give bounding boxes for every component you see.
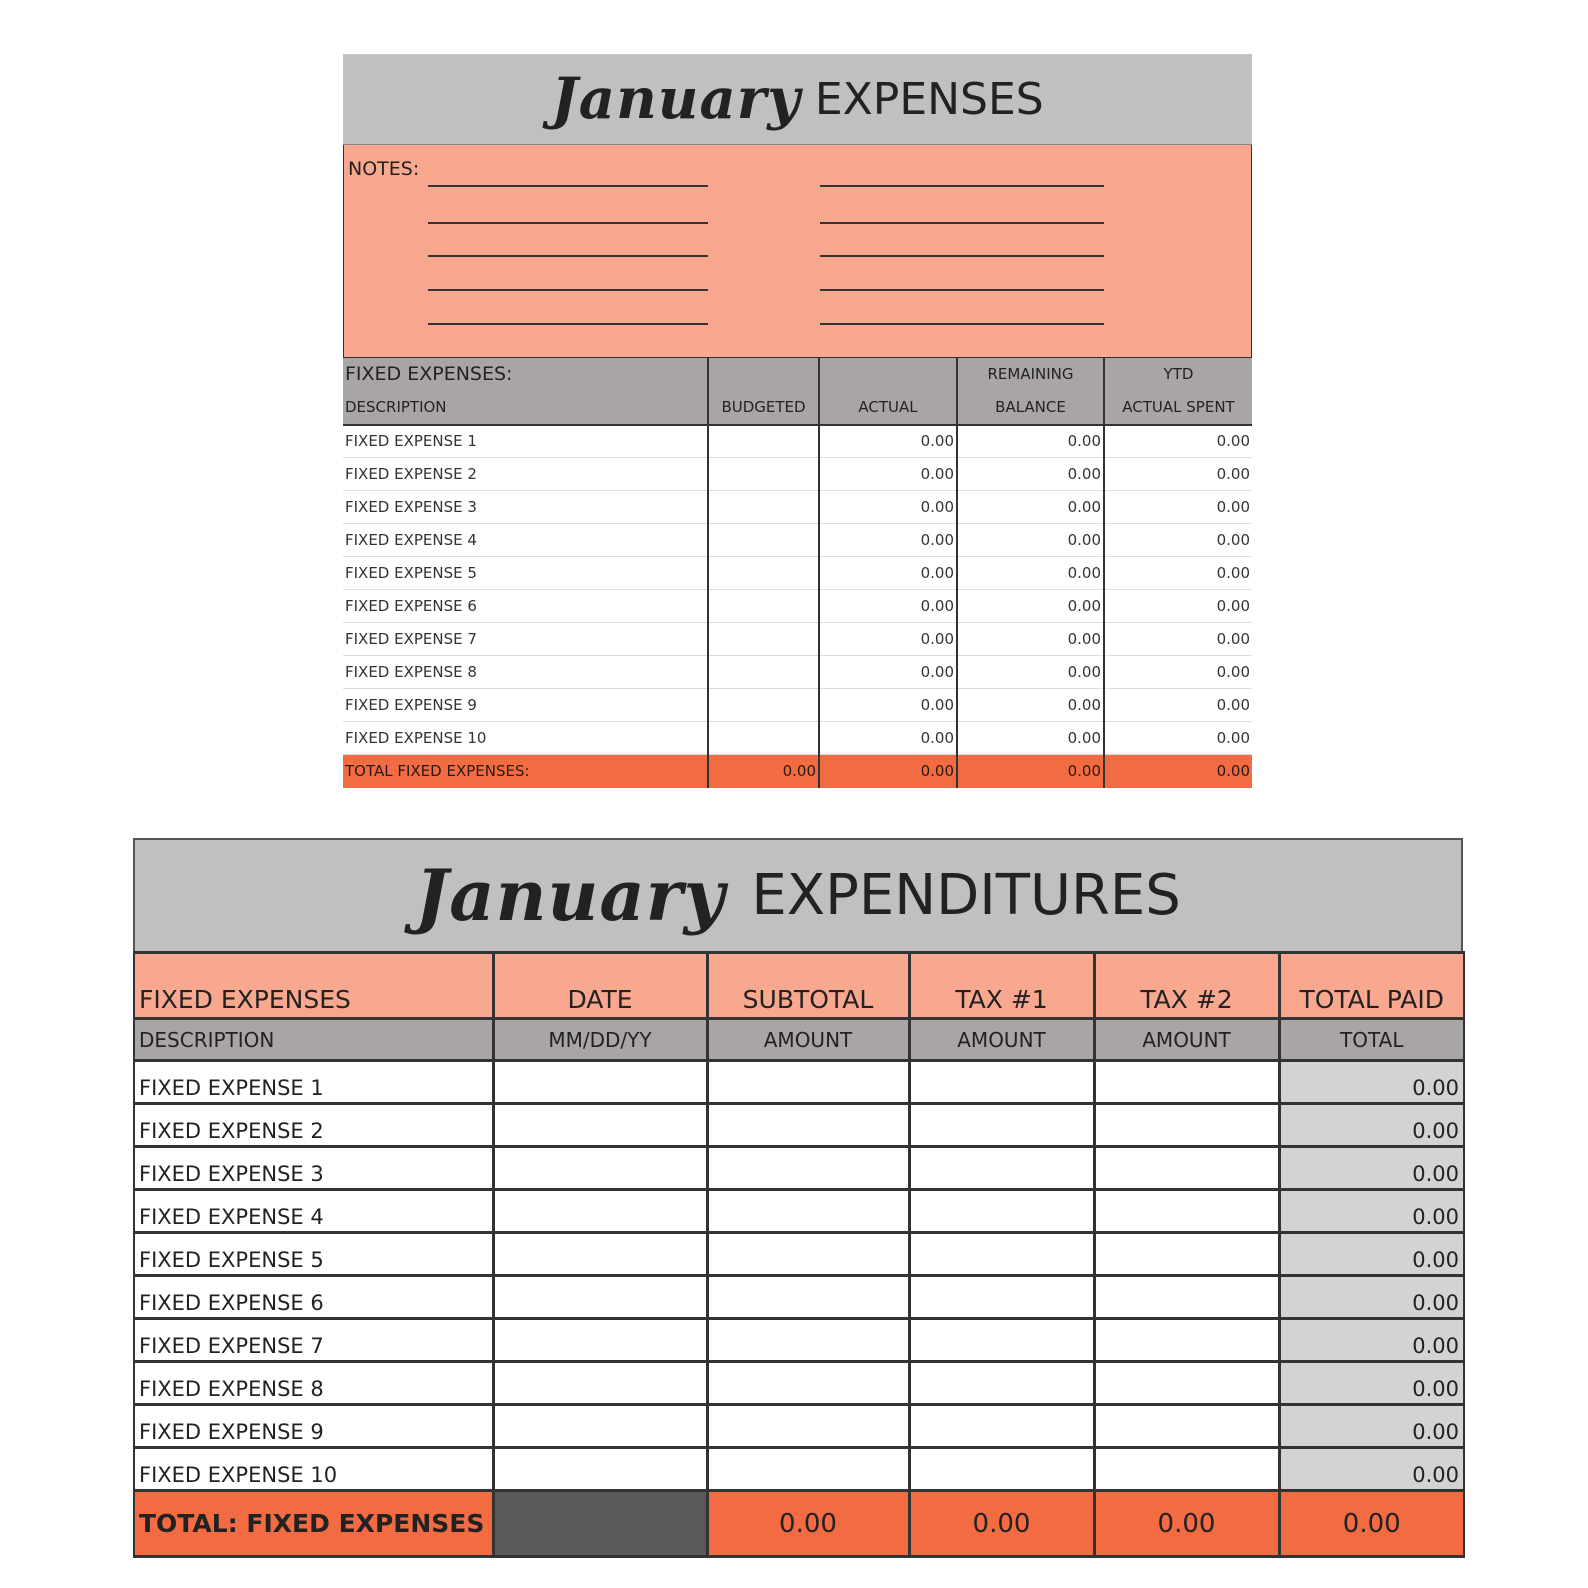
row-tax1[interactable] — [909, 1319, 1094, 1362]
row-tax1[interactable] — [909, 1362, 1094, 1405]
col-top-ytd: YTD — [1104, 358, 1252, 391]
row-date[interactable] — [493, 1233, 707, 1276]
row-description[interactable]: FIXED EXPENSE 2 — [343, 458, 708, 491]
row-description[interactable]: FIXED EXPENSE 10 — [134, 1448, 493, 1491]
notes-line — [428, 289, 708, 291]
expenses-title — [343, 54, 1252, 145]
row-date[interactable] — [493, 1405, 707, 1448]
col-top-balance: REMAINING — [957, 358, 1104, 391]
row-balance[interactable]: 0.00 — [957, 491, 1104, 524]
row-balance[interactable]: 0.00 — [957, 656, 1104, 689]
row-date[interactable] — [493, 1362, 707, 1405]
col-tax2-amount: AMOUNT — [1094, 1019, 1279, 1061]
table-row — [343, 425, 1252, 458]
row-description[interactable]: FIXED EXPENSE 5 — [134, 1233, 493, 1276]
row-subtotal[interactable] — [707, 1147, 909, 1190]
col-ytd: ACTUAL SPENT — [1104, 391, 1252, 425]
row-actual[interactable]: 0.00 — [819, 425, 957, 458]
expenditures-title — [133, 838, 1463, 951]
row-balance[interactable]: 0.00 — [957, 689, 1104, 722]
row-description[interactable]: FIXED EXPENSE 3 — [134, 1147, 493, 1190]
table-row — [343, 722, 1252, 755]
row-description[interactable]: FIXED EXPENSE 1 — [134, 1061, 493, 1104]
section-label: FIXED EXPENSES: — [343, 358, 708, 391]
row-description[interactable]: FIXED EXPENSE 9 — [343, 689, 708, 722]
total-subtotal[interactable]: 0.00 — [707, 1491, 909, 1557]
total-date-blank — [493, 1491, 707, 1557]
table-row — [343, 656, 1252, 689]
total-balance[interactable]: 0.00 — [957, 755, 1104, 788]
row-tax1[interactable] — [909, 1405, 1094, 1448]
row-tax2[interactable] — [1094, 1319, 1279, 1362]
notes-line — [820, 222, 1104, 224]
row-ytd[interactable]: 0.00 — [1104, 524, 1252, 557]
table-row — [343, 590, 1252, 623]
fixed-expenses-table — [343, 357, 1252, 788]
total-tax2[interactable]: 0.00 — [1094, 1491, 1279, 1557]
table-row — [343, 623, 1252, 656]
table-row — [134, 1190, 1464, 1233]
row-total-paid[interactable]: 0.00 — [1279, 1233, 1464, 1276]
row-tax2[interactable] — [1094, 1147, 1279, 1190]
title-text: EXPENSES — [814, 73, 1044, 125]
row-tax2[interactable] — [1094, 1233, 1279, 1276]
row-description[interactable]: FIXED EXPENSE 6 — [343, 590, 708, 623]
row-total-paid[interactable]: 0.00 — [1279, 1104, 1464, 1147]
notes-line — [428, 222, 708, 224]
row-subtotal[interactable] — [707, 1104, 909, 1147]
row-ytd[interactable]: 0.00 — [1104, 557, 1252, 590]
total-label: TOTAL: FIXED EXPENSES — [134, 1491, 493, 1557]
col-actual: ACTUAL — [819, 391, 957, 425]
row-description[interactable]: FIXED EXPENSE 4 — [343, 524, 708, 557]
row-tax1[interactable] — [909, 1448, 1094, 1491]
row-actual[interactable]: 0.00 — [819, 491, 957, 524]
total-actual[interactable]: 0.00 — [819, 755, 957, 788]
row-tax1[interactable] — [909, 1233, 1094, 1276]
row-budgeted[interactable] — [708, 425, 819, 458]
col-total: TOTAL — [1279, 1019, 1464, 1061]
row-description[interactable]: FIXED EXPENSE 5 — [343, 557, 708, 590]
table-row — [134, 1061, 1464, 1104]
row-total-paid[interactable]: 0.00 — [1279, 1147, 1464, 1190]
table-row — [134, 1405, 1464, 1448]
col-top-budgeted — [708, 358, 819, 391]
row-date[interactable] — [493, 1448, 707, 1491]
row-description[interactable]: FIXED EXPENSE 10 — [343, 722, 708, 755]
row-description[interactable]: FIXED EXPENSE 8 — [343, 656, 708, 689]
notes-label: NOTES: — [348, 158, 420, 180]
row-total-paid[interactable]: 0.00 — [1279, 1405, 1464, 1448]
row-actual[interactable]: 0.00 — [819, 557, 957, 590]
notes-area[interactable] — [343, 145, 1252, 357]
row-subtotal[interactable] — [707, 1362, 909, 1405]
notes-line — [428, 255, 708, 257]
row-description[interactable]: FIXED EXPENSE 9 — [134, 1405, 493, 1448]
row-balance[interactable]: 0.00 — [957, 557, 1104, 590]
row-total-paid[interactable]: 0.00 — [1279, 1276, 1464, 1319]
row-budgeted[interactable] — [708, 524, 819, 557]
row-subtotal[interactable] — [707, 1405, 909, 1448]
row-date[interactable] — [493, 1276, 707, 1319]
row-total-paid[interactable]: 0.00 — [1279, 1448, 1464, 1491]
row-budgeted[interactable] — [708, 590, 819, 623]
row-balance[interactable]: 0.00 — [957, 524, 1104, 557]
row-subtotal[interactable] — [707, 1276, 909, 1319]
row-date[interactable] — [493, 1190, 707, 1233]
table-row — [134, 1362, 1464, 1405]
row-ytd[interactable]: 0.00 — [1104, 689, 1252, 722]
row-budgeted[interactable] — [708, 689, 819, 722]
notes-line — [428, 323, 708, 325]
col-date: DATE — [493, 953, 707, 1019]
table-row — [134, 1276, 1464, 1319]
table-row — [343, 491, 1252, 524]
row-actual[interactable]: 0.00 — [819, 623, 957, 656]
col-description: DESCRIPTION — [134, 1019, 493, 1061]
row-ytd[interactable]: 0.00 — [1104, 458, 1252, 491]
title-text: EXPENDITURES — [751, 863, 1181, 928]
total-tax1[interactable]: 0.00 — [909, 1491, 1094, 1557]
notes-line — [820, 323, 1104, 325]
notes-line — [428, 185, 708, 187]
row-ytd[interactable]: 0.00 — [1104, 722, 1252, 755]
table-row — [343, 689, 1252, 722]
expenditures-sheet — [133, 838, 1463, 1558]
row-total-paid[interactable]: 0.00 — [1279, 1190, 1464, 1233]
row-ytd[interactable]: 0.00 — [1104, 623, 1252, 656]
row-subtotal[interactable] — [707, 1061, 909, 1104]
row-balance[interactable]: 0.00 — [957, 425, 1104, 458]
row-actual[interactable]: 0.00 — [819, 689, 957, 722]
row-tax2[interactable] — [1094, 1362, 1279, 1405]
title-month-script: January — [551, 66, 801, 132]
notes-line — [820, 289, 1104, 291]
row-subtotal[interactable] — [707, 1190, 909, 1233]
row-tax1[interactable] — [909, 1104, 1094, 1147]
total-row — [134, 1491, 1464, 1557]
row-budgeted[interactable] — [708, 623, 819, 656]
row-tax1[interactable] — [909, 1190, 1094, 1233]
title-month-script: January — [415, 854, 726, 937]
table-row — [343, 458, 1252, 491]
col-date-format: MM/DD/YY — [493, 1019, 707, 1061]
col-budgeted: BUDGETED — [708, 391, 819, 425]
row-subtotal[interactable] — [707, 1233, 909, 1276]
row-actual[interactable]: 0.00 — [819, 458, 957, 491]
table-row — [134, 1147, 1464, 1190]
row-description[interactable]: FIXED EXPENSE 4 — [134, 1190, 493, 1233]
row-budgeted[interactable] — [708, 722, 819, 755]
row-description[interactable]: FIXED EXPENSE 3 — [343, 491, 708, 524]
row-description[interactable]: FIXED EXPENSE 8 — [134, 1362, 493, 1405]
row-tax2[interactable] — [1094, 1276, 1279, 1319]
row-total-paid[interactable]: 0.00 — [1279, 1319, 1464, 1362]
row-subtotal[interactable] — [707, 1319, 909, 1362]
row-balance[interactable]: 0.00 — [957, 623, 1104, 656]
col-top-actual — [819, 358, 957, 391]
row-description[interactable]: FIXED EXPENSE 2 — [134, 1104, 493, 1147]
col-total-paid: TOTAL PAID — [1279, 953, 1464, 1019]
col-description: DESCRIPTION — [343, 391, 708, 425]
total-budgeted[interactable]: 0.00 — [708, 755, 819, 788]
row-balance[interactable]: 0.00 — [957, 458, 1104, 491]
row-total-paid[interactable]: 0.00 — [1279, 1061, 1464, 1104]
row-tax1[interactable] — [909, 1061, 1094, 1104]
row-ytd[interactable]: 0.00 — [1104, 491, 1252, 524]
table-row — [134, 1448, 1464, 1491]
col-tax1-amount: AMOUNT — [909, 1019, 1094, 1061]
row-ytd[interactable]: 0.00 — [1104, 425, 1252, 458]
table-row — [343, 557, 1252, 590]
row-actual[interactable]: 0.00 — [819, 656, 957, 689]
total-label: TOTAL FIXED EXPENSES: — [343, 755, 708, 788]
table-row — [134, 1233, 1464, 1276]
table-row — [134, 1104, 1464, 1147]
row-description[interactable]: FIXED EXPENSE 7 — [343, 623, 708, 656]
row-date[interactable] — [493, 1061, 707, 1104]
row-total-paid[interactable]: 0.00 — [1279, 1362, 1464, 1405]
row-actual[interactable]: 0.00 — [819, 590, 957, 623]
row-budgeted[interactable] — [708, 458, 819, 491]
row-budgeted[interactable] — [708, 557, 819, 590]
row-tax2[interactable] — [1094, 1061, 1279, 1104]
row-tax2[interactable] — [1094, 1104, 1279, 1147]
row-date[interactable] — [493, 1104, 707, 1147]
row-subtotal[interactable] — [707, 1448, 909, 1491]
row-budgeted[interactable] — [708, 656, 819, 689]
row-tax2[interactable] — [1094, 1448, 1279, 1491]
row-description[interactable]: FIXED EXPENSE 6 — [134, 1276, 493, 1319]
row-actual[interactable]: 0.00 — [819, 524, 957, 557]
col-fixed-expenses: FIXED EXPENSES — [134, 953, 493, 1019]
col-tax2: TAX #2 — [1094, 953, 1279, 1019]
row-date[interactable] — [493, 1147, 707, 1190]
total-ytd[interactable]: 0.00 — [1104, 755, 1252, 788]
row-ytd[interactable]: 0.00 — [1104, 590, 1252, 623]
row-description[interactable]: FIXED EXPENSE 1 — [343, 425, 708, 458]
notes-line — [820, 185, 1104, 187]
row-tax1[interactable] — [909, 1147, 1094, 1190]
row-tax2[interactable] — [1094, 1405, 1279, 1448]
total-row — [343, 755, 1252, 788]
col-subtotal-amount: AMOUNT — [707, 1019, 909, 1061]
col-subtotal: SUBTOTAL — [707, 953, 909, 1019]
row-tax2[interactable] — [1094, 1190, 1279, 1233]
table-row — [134, 1319, 1464, 1362]
row-balance[interactable]: 0.00 — [957, 722, 1104, 755]
col-balance: BALANCE — [957, 391, 1104, 425]
row-date[interactable] — [493, 1319, 707, 1362]
row-ytd[interactable]: 0.00 — [1104, 656, 1252, 689]
col-tax1: TAX #1 — [909, 953, 1094, 1019]
total-paid[interactable]: 0.00 — [1279, 1491, 1464, 1557]
row-budgeted[interactable] — [708, 491, 819, 524]
expenses-sheet — [343, 54, 1252, 788]
row-tax1[interactable] — [909, 1276, 1094, 1319]
notes-line — [820, 255, 1104, 257]
row-description[interactable]: FIXED EXPENSE 7 — [134, 1319, 493, 1362]
table-row — [343, 524, 1252, 557]
expenditures-table — [133, 951, 1465, 1558]
row-actual[interactable]: 0.00 — [819, 722, 957, 755]
row-balance[interactable]: 0.00 — [957, 590, 1104, 623]
